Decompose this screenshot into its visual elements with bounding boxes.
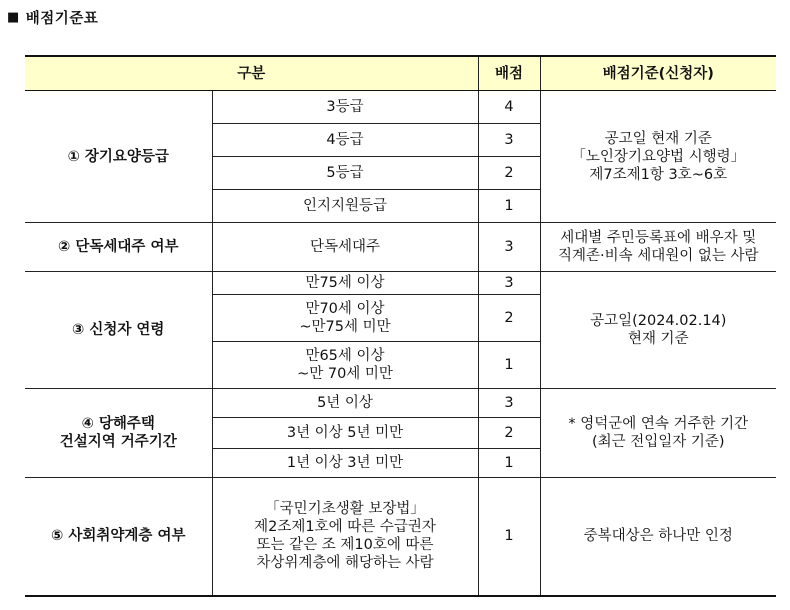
score-cell: 3 bbox=[478, 223, 540, 272]
score-cell: 1 bbox=[478, 342, 540, 389]
heading-title: 배점기준표 bbox=[25, 10, 99, 27]
score-cell: 3 bbox=[478, 389, 540, 418]
criteria-cell bbox=[540, 389, 776, 478]
item-label: 3등급 bbox=[326, 99, 364, 115]
score-cell: 1 bbox=[478, 190, 540, 223]
table-row bbox=[25, 478, 776, 596]
category-title: ③ 신청자 연령 bbox=[72, 322, 165, 338]
item-cell bbox=[212, 342, 478, 389]
item-label: 단독세대주 bbox=[309, 239, 381, 255]
item-label: ~만 70세 미만 bbox=[297, 366, 393, 382]
score-cell: 1 bbox=[478, 478, 540, 596]
category-cell bbox=[25, 389, 212, 478]
score-cell: 3 bbox=[478, 124, 540, 157]
table-row bbox=[25, 389, 776, 418]
item-cell bbox=[212, 295, 478, 342]
criteria-text: 제7조제1항 3호~6호 bbox=[589, 166, 728, 183]
header-criteria: 배점기준(신청자) bbox=[540, 56, 776, 91]
item-cell bbox=[212, 478, 478, 596]
heading-square-marker: ■ bbox=[7, 9, 20, 25]
criteria-cell bbox=[540, 223, 776, 272]
item-label: 또는 같은 조 제10호에 따른 bbox=[256, 537, 434, 554]
scoring-table bbox=[25, 55, 776, 597]
item-cell bbox=[212, 91, 478, 124]
score-cell: 2 bbox=[478, 418, 540, 449]
item-label: 「국민기초생활 보장법」 bbox=[265, 501, 425, 518]
criteria-text: 공고일 현재 기준 bbox=[604, 130, 712, 147]
item-cell bbox=[212, 449, 478, 478]
table-body bbox=[25, 91, 776, 596]
category-title: ⑤ 사회취약계층 여부 bbox=[51, 528, 186, 545]
item-cell bbox=[212, 223, 478, 272]
page-heading bbox=[7, 6, 98, 28]
table-row bbox=[25, 272, 776, 295]
criteria-text: 중복대상은 하나만 인정 bbox=[583, 528, 733, 545]
item-label: 만75세 이상 bbox=[305, 275, 385, 291]
category-cell bbox=[25, 91, 212, 223]
criteria-text: 세대별 주민등록표에 배우자 및 bbox=[560, 230, 757, 246]
header-category: 구분 bbox=[25, 56, 478, 91]
item-cell bbox=[212, 190, 478, 223]
table-row bbox=[25, 223, 776, 272]
criteria-cell bbox=[540, 91, 776, 223]
criteria-cell bbox=[540, 272, 776, 389]
item-cell bbox=[212, 124, 478, 157]
criteria-text: (최근 전입일자 기준) bbox=[591, 434, 725, 450]
category-cell bbox=[25, 478, 212, 596]
item-label: ~만75세 미만 bbox=[299, 319, 391, 335]
item-cell bbox=[212, 157, 478, 190]
score-cell: 2 bbox=[478, 157, 540, 190]
category-cell bbox=[25, 272, 212, 389]
score-cell: 1 bbox=[478, 449, 540, 478]
criteria-text: 공고일(2024.02.14) bbox=[590, 313, 727, 329]
item-label: 3년 이상 5년 미만 bbox=[286, 425, 404, 441]
criteria-text: * 영덕군에 연속 거주한 기간 bbox=[568, 416, 749, 432]
item-label: 차상위계층에 해당하는 사람 bbox=[256, 555, 434, 572]
item-cell bbox=[212, 418, 478, 449]
category-title: ④ 당해주택 bbox=[81, 416, 155, 432]
header-score: 배점 bbox=[478, 56, 540, 91]
item-cell bbox=[212, 272, 478, 295]
item-label: 5등급 bbox=[326, 165, 364, 181]
category-cell bbox=[25, 223, 212, 272]
criteria-text: 「노인장기요양법 시행령」 bbox=[571, 148, 746, 165]
item-label: 만70세 이상 bbox=[305, 301, 385, 317]
item-label: 인지지원등급 bbox=[302, 198, 388, 214]
score-cell: 3 bbox=[478, 272, 540, 295]
item-cell bbox=[212, 389, 478, 418]
criteria-cell bbox=[540, 478, 776, 596]
category-title: 건설지역 거주기간 bbox=[59, 434, 177, 450]
score-cell: 2 bbox=[478, 295, 540, 342]
item-label: 만65세 이상 bbox=[305, 348, 385, 364]
table-row bbox=[25, 91, 776, 124]
score-cell: 4 bbox=[478, 91, 540, 124]
item-label: 제2조제1호에 따른 수급권자 bbox=[254, 519, 436, 536]
item-label: 1년 이상 3년 미만 bbox=[286, 455, 404, 471]
criteria-text: 현재 기준 bbox=[627, 331, 689, 347]
table-header-row bbox=[25, 56, 776, 91]
criteria-text: 직계존·비속 세대원이 없는 사람 bbox=[558, 248, 759, 264]
category-title: ② 단독세대주 여부 bbox=[58, 239, 179, 255]
category-title: ① 장기요양등급 bbox=[67, 148, 169, 165]
item-label: 4등급 bbox=[326, 132, 364, 148]
item-label: 5년 이상 bbox=[317, 395, 373, 411]
